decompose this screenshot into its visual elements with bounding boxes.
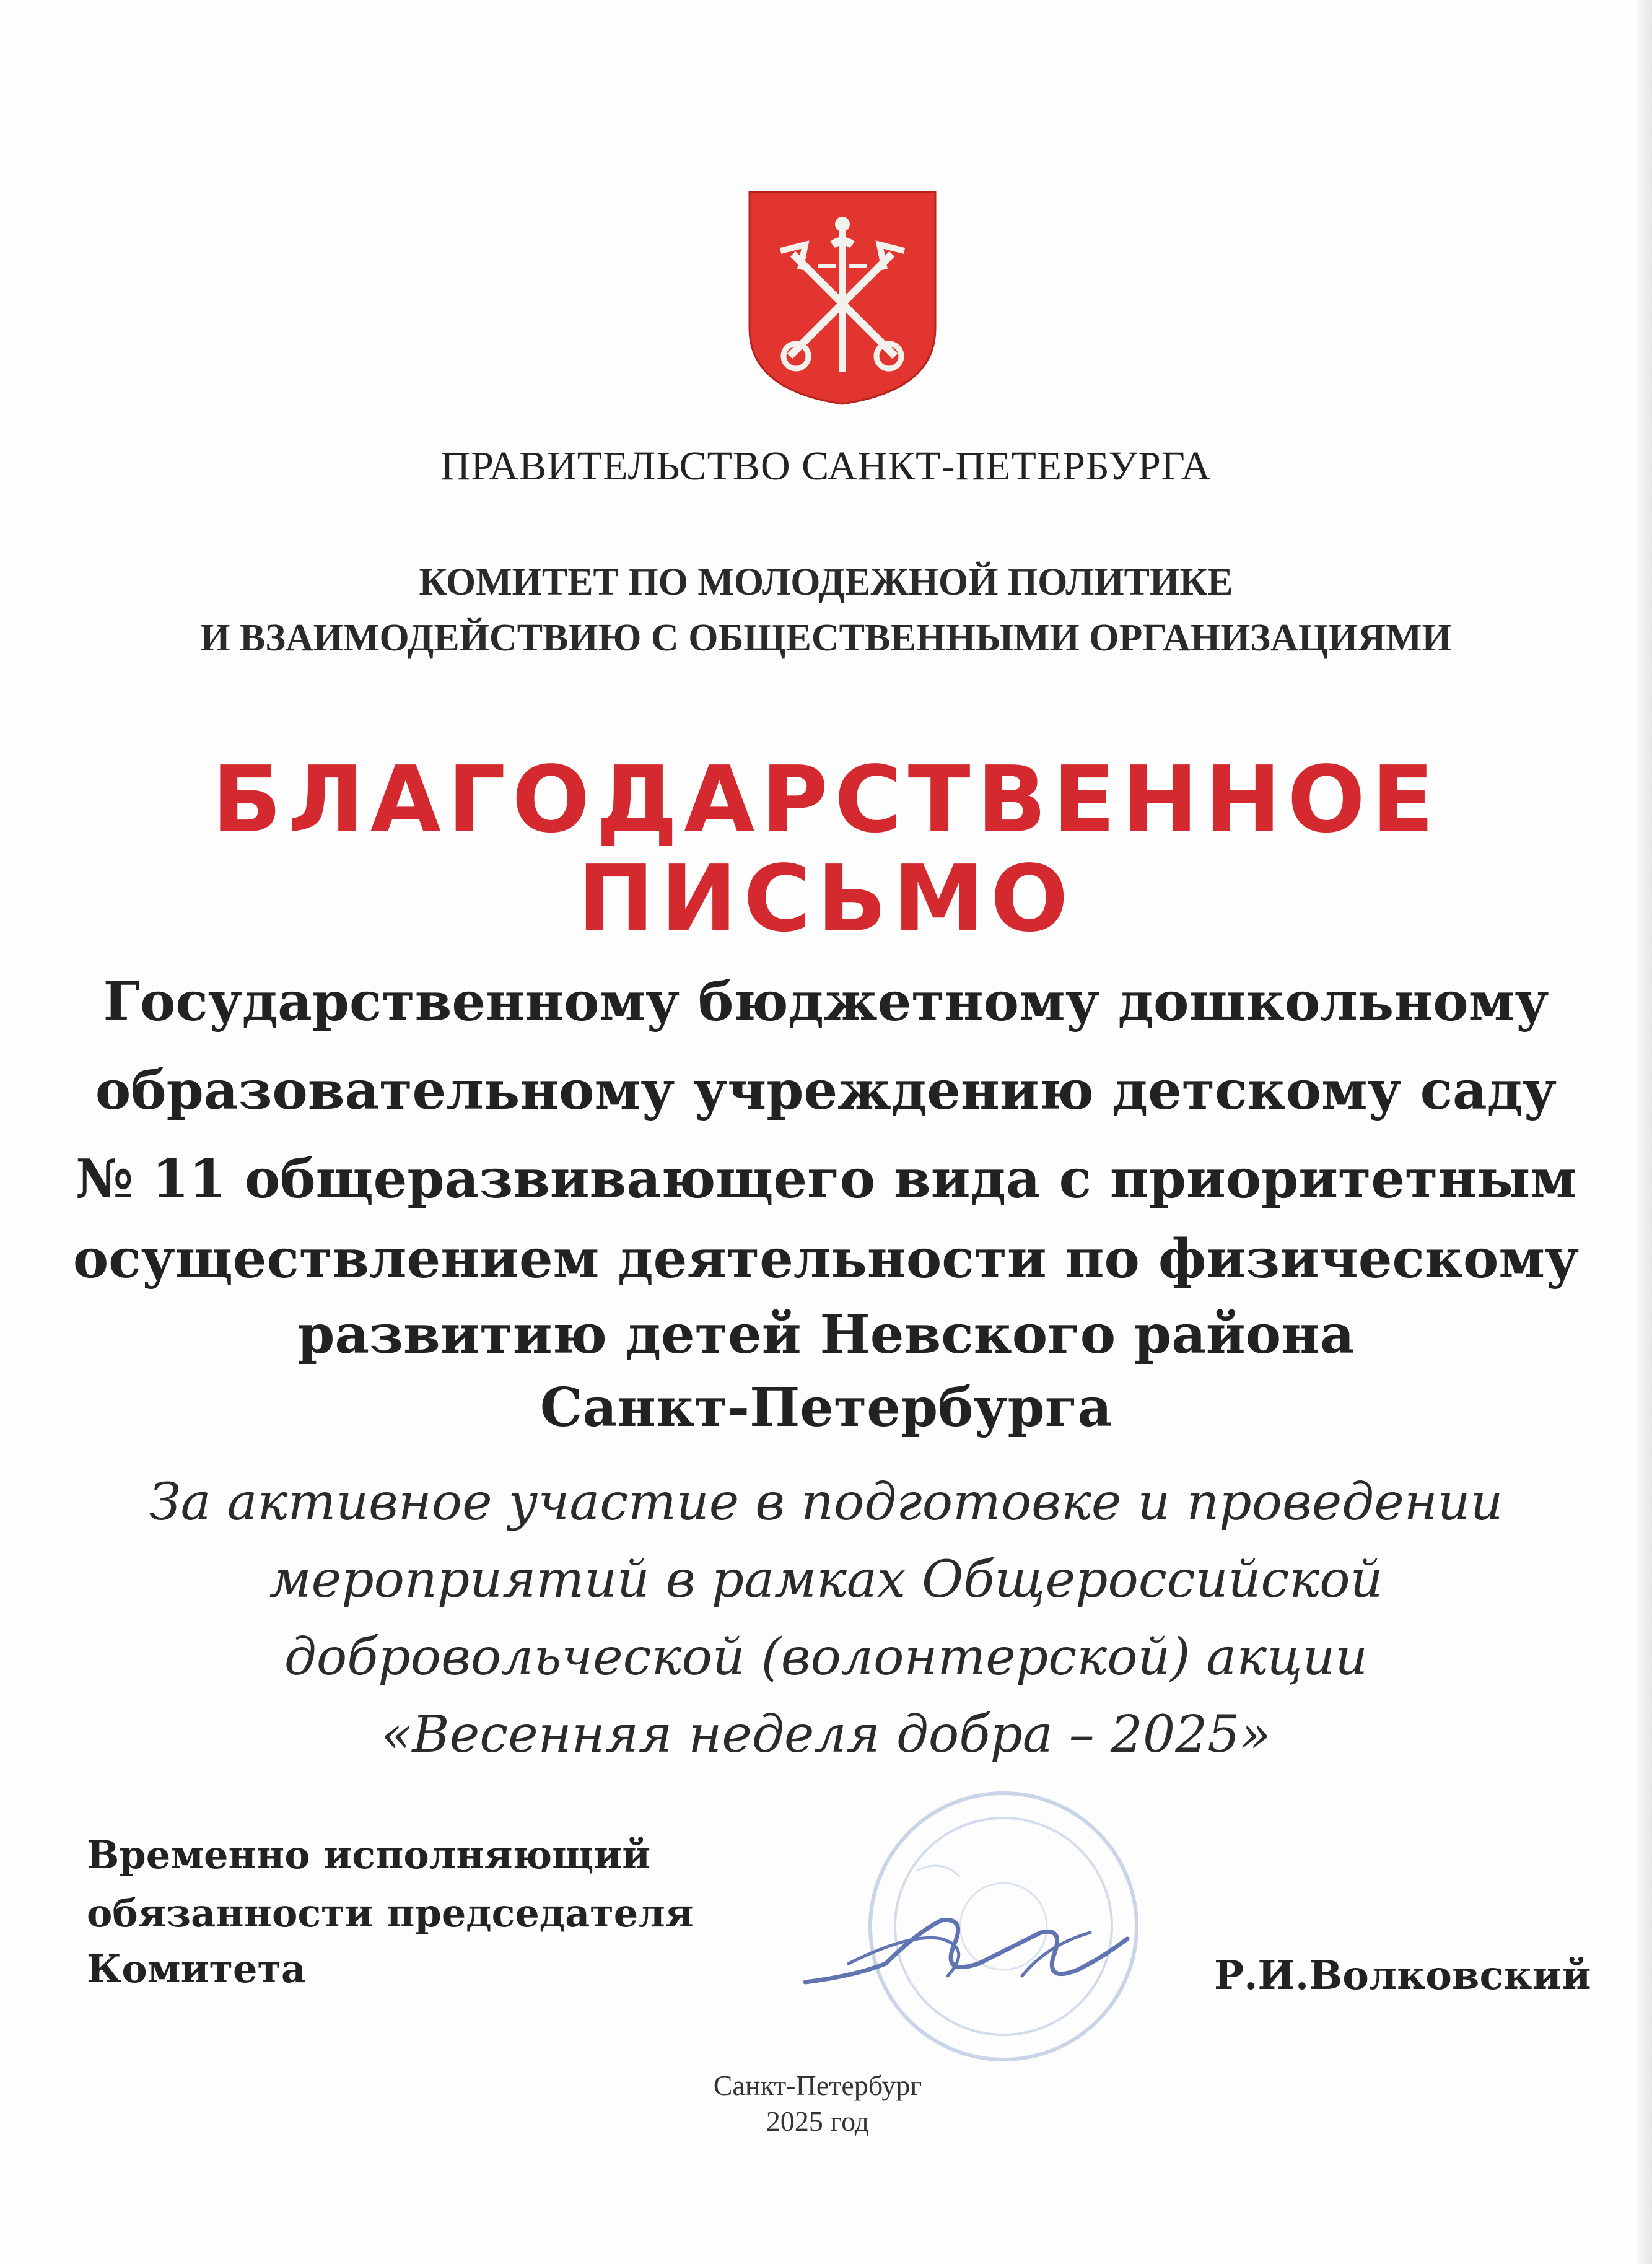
signatory-position-line-3: Комитета: [87, 1946, 307, 1991]
recipient-line-5: развитию детей Невского района: [297, 1303, 1355, 1366]
official-stamp-and-signature-icon: [756, 1778, 1177, 2100]
recipient-line-6: Санкт-Петербурга: [540, 1376, 1112, 1439]
recipient-line-2: образовательному учреждению детскому саду: [95, 1059, 1557, 1122]
government-title: ПРАВИТЕЛЬСТВО САНКТ-ПЕТЕРБУРГА: [440, 444, 1212, 489]
recipient-line-1: Государственному бюджетному дошкольному: [103, 971, 1549, 1033]
letter-title-line-1: БЛАГОДАРСТВЕННОЕ: [211, 746, 1441, 853]
recipient-line-3: № 11 общеразвивающего вида с приоритетным: [75, 1148, 1577, 1210]
signatory-name: Р.И.Волковский: [1214, 1952, 1591, 1999]
signatory-position-line-1: Временно исполняющий: [87, 1832, 651, 1877]
reason-line-3: добровольческой (волонтерской) акции: [284, 1628, 1368, 1687]
letter-title-line-2: ПИСЬМО: [577, 846, 1075, 952]
reason-line-1: За активное участие в подготовке и проведении: [149, 1473, 1503, 1532]
scan-shadow-edge: [1635, 0, 1652, 2264]
committee-line-1: КОМИТЕТ ПО МОЛОДЕЖНОЙ ПОЛИТИКЕ: [419, 561, 1233, 603]
coat-of-arms-icon: [743, 186, 942, 409]
place-of-issue: Санкт-Петербург: [713, 2070, 922, 2101]
signatory-position-line-2: обязанности председателя: [87, 1890, 694, 1936]
reason-line-4: «Весенняя неделя добра – 2025»: [381, 1705, 1271, 1764]
recipient-line-4: осуществлением деятельности по физическому: [72, 1228, 1580, 1290]
year-of-issue: 2025 год: [766, 2105, 870, 2137]
committee-line-2: И ВЗАИМОДЕЙСТВИЮ С ОБЩЕСТВЕННЫМИ ОРГАНИЗАЦИЯМИ: [200, 617, 1452, 659]
reason-line-2: мероприятий в рамках Общероссийской: [269, 1550, 1383, 1609]
